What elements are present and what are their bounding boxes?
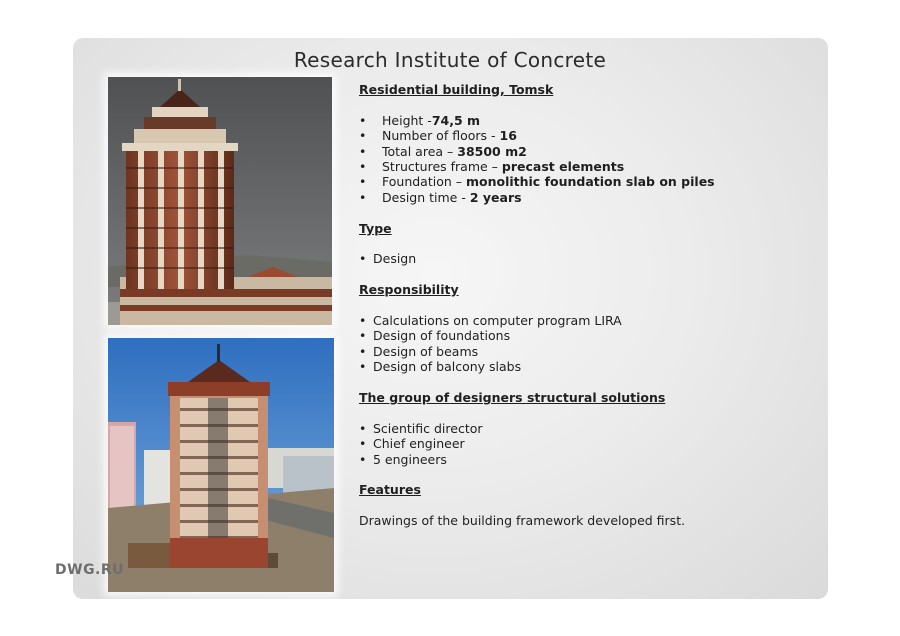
team-list (359, 421, 799, 467)
spec-foundation: • Foundation – monolithic foundation slab on piles (359, 174, 799, 189)
list-item: • Design (359, 251, 799, 266)
building-render-image (108, 77, 332, 325)
page-title: Research Institute of Concrete (293, 48, 607, 72)
project-details (359, 82, 799, 529)
list-item: • Scientific director (359, 421, 799, 436)
team-heading: The group of designers structural solutions (359, 390, 666, 406)
list-item: • Design of balcony slabs (359, 359, 799, 374)
features-text: Drawings of the building framework developed first. (359, 513, 686, 529)
list-item: • 5 engineers (359, 452, 799, 467)
building-specs-list (359, 113, 799, 205)
building-photo-image (108, 338, 334, 592)
features-heading: Features (359, 482, 421, 498)
spec-design-time: • Design time - 2 years (359, 190, 799, 205)
spec-height: • Height -74,5 m (359, 113, 799, 128)
watermark-logo: DWG.RU (55, 562, 125, 578)
type-heading: Type (359, 220, 392, 236)
list-item: • Chief engineer (359, 436, 799, 451)
responsibility-heading: Responsibility (359, 282, 459, 298)
spec-floors: • Number of floors - 16 (359, 128, 799, 143)
list-item: • Design of beams (359, 344, 799, 359)
spec-frame: • Structures frame – precast elements (359, 159, 799, 174)
building-heading: Residential building, Tomsk (359, 82, 554, 97)
list-item: • Design of foundations (359, 328, 799, 343)
list-item: • Calculations on computer program LIRA (359, 313, 799, 328)
responsibility-list (359, 313, 799, 375)
spec-area: • Total area – 38500 m2 (359, 144, 799, 159)
type-list (359, 251, 799, 266)
